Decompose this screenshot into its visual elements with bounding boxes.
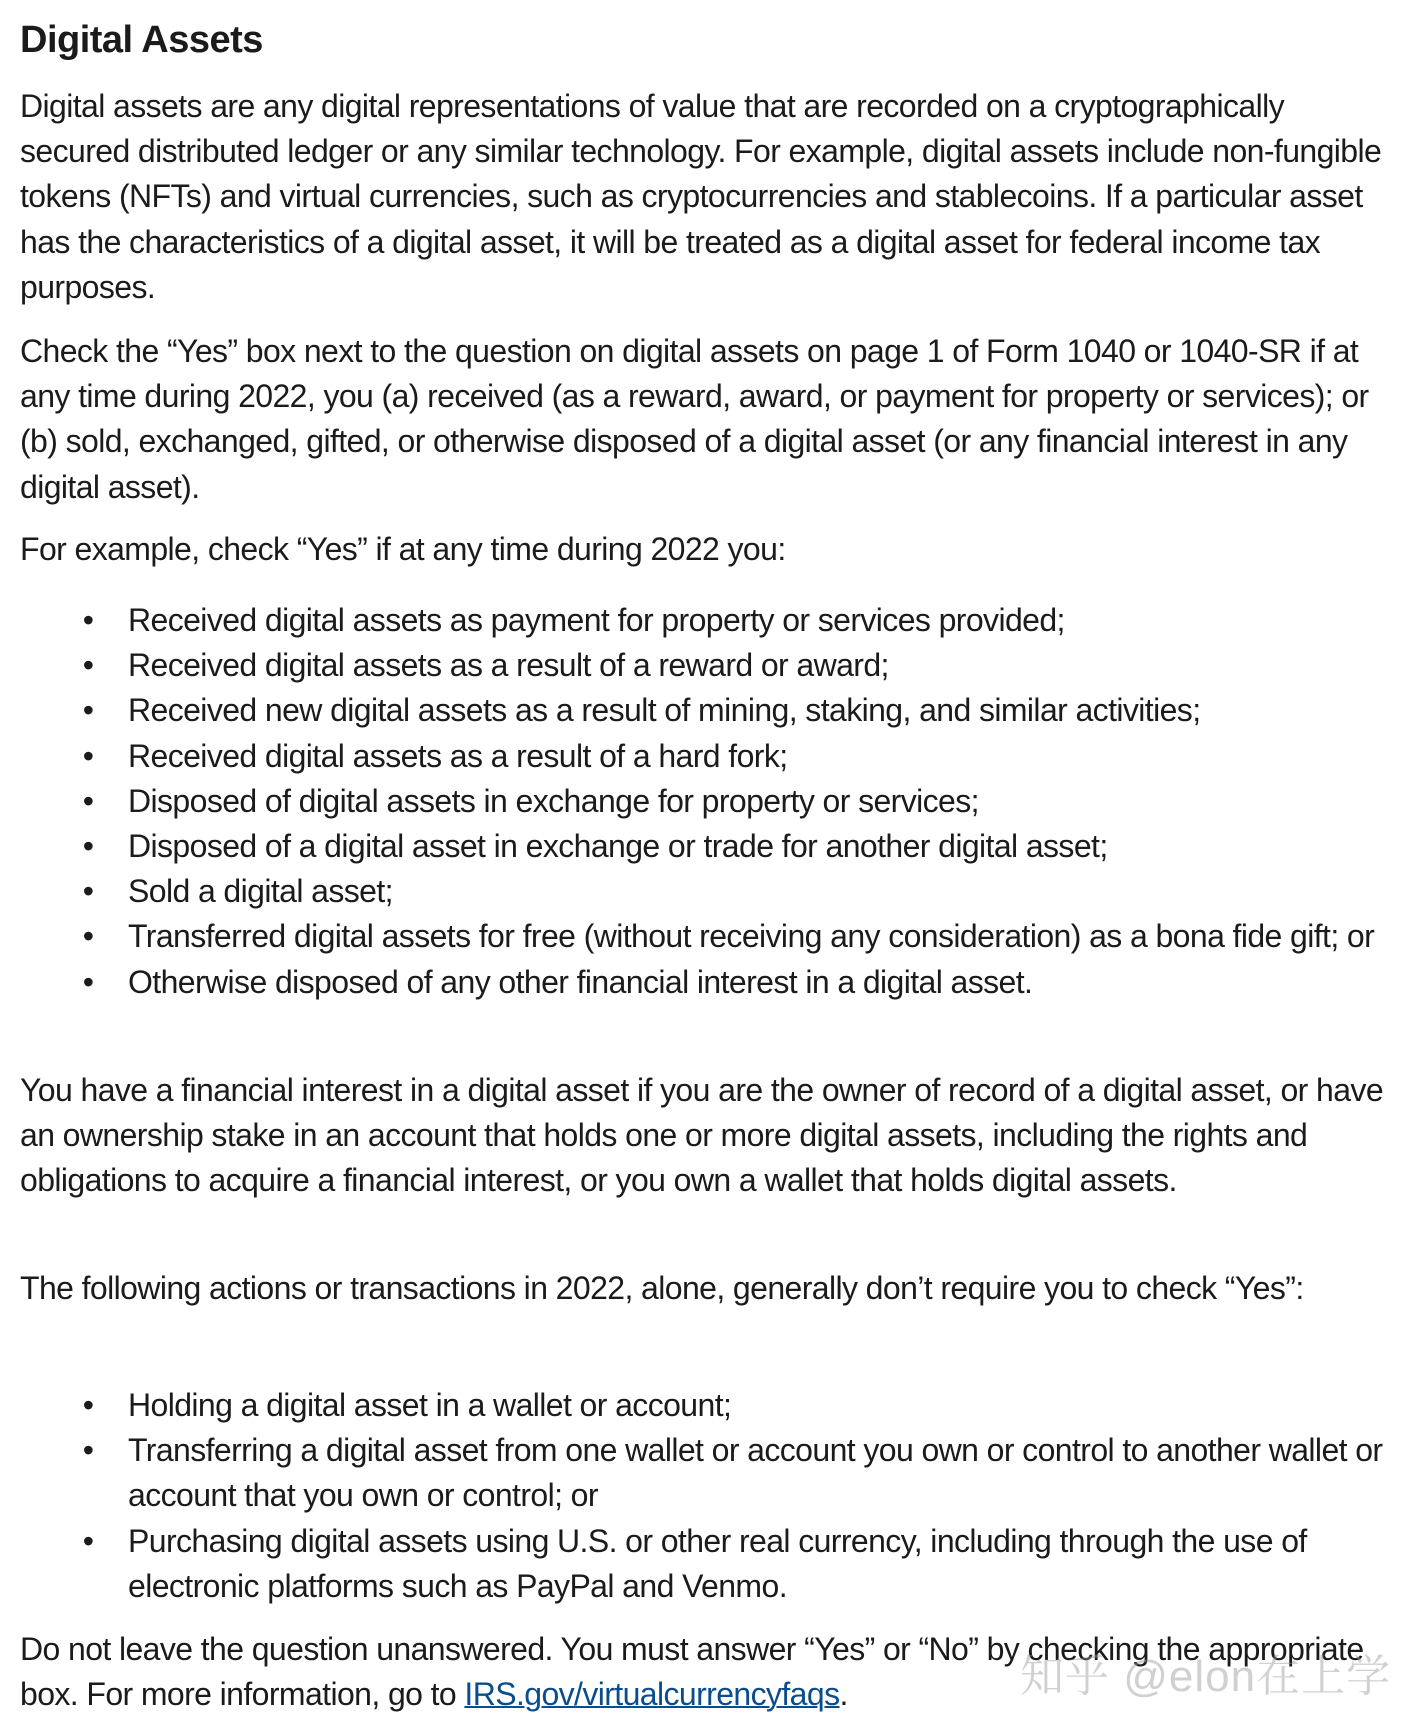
page-title: Digital Assets — [20, 19, 263, 61]
not-required-paragraph-block — [20, 1266, 1390, 1311]
list-item: • Received digital assets as a result of a hard fork; — [20, 734, 1390, 779]
yes-list — [20, 598, 1390, 1005]
definition-paragraph: Digital assets are any digital representations of value that are recorded on a cryptographically secured distributed ledger or any similar technology. For example, digital assets include non-fungible tokens (NFTs) and virtual currencies, such as cryptocurrencies and stablecoins. If a particular asset has the characteristics of a digital asset, it will be treated as a digital asset for federal income tax purposes. — [20, 88, 1382, 305]
bullet-icon: • — [82, 963, 94, 1000]
list-item: • Sold a digital asset; — [20, 869, 1390, 914]
irs-faq-link[interactable]: IRS.gov/virtualcurrencyfaqs — [464, 1676, 840, 1713]
list-item: • Holding a digital asset in a wallet or account; — [20, 1383, 1390, 1428]
no-list-block — [20, 1383, 1390, 1609]
list-item: • Received new digital assets as a result of mining, staking, and similar activities; — [20, 688, 1390, 733]
list-item: • Purchasing digital assets using U.S. or other real currency, including through the use of electronic platforms such as PayPal and Venmo. — [20, 1519, 1390, 1609]
bullet-icon: • — [82, 782, 94, 819]
bullet-icon: • — [82, 1522, 94, 1559]
bullet-icon: • — [82, 918, 94, 955]
bullet-icon: • — [82, 828, 94, 865]
no-list — [20, 1383, 1390, 1609]
financial-interest-paragraph: You have a financial interest in a digital asset if you are the owner of record of a digital asset, or have an ownership stake in an account that holds one or more digital assets, including the rights and obligations to acquire a financial interest, or you own a wallet that holds digital assets. — [20, 1072, 1384, 1199]
list-item: • Received digital assets as payment for property or services provided; — [20, 598, 1390, 643]
bullet-icon: • — [82, 602, 94, 638]
bullet-icon: • — [82, 1432, 94, 1469]
yes-list-block — [20, 598, 1390, 1005]
bullet-icon: • — [82, 647, 94, 684]
list-item: • Received digital assets as a result of a reward or award; — [20, 643, 1390, 688]
check-yes-paragraph: Check the “Yes” box next to the question on digital assets on page 1 of Form 1040 or 1040-SR if at any time during 2022, you (a) received (as a reward, award, or payment for property or services); or (b) sold, exchanged, gifted, or otherwise disposed of a digital asset (or any financial interest in any digital asset). — [20, 333, 1369, 505]
check-yes-paragraph-block — [20, 329, 1390, 510]
watermark: 知乎 @elon在上学 — [1020, 1652, 1392, 1701]
list-item: • Disposed of digital assets in exchange for property or services; — [20, 779, 1390, 824]
for-example-paragraph-block — [20, 527, 1390, 572]
list-item: • Transferred digital assets for free (without receiving any consideration) as a bona fide gift; or — [20, 914, 1390, 959]
definition-paragraph-block — [20, 84, 1390, 310]
bullet-icon: • — [82, 737, 94, 774]
list-item: • Disposed of a digital asset in exchange or trade for another digital asset; — [20, 824, 1390, 869]
list-item: • Transferring a digital asset from one wallet or account you own or control to another wallet or account that you own or control; or — [20, 1428, 1390, 1518]
bullet-icon: • — [82, 1387, 94, 1423]
final-paragraph-block — [20, 1627, 1390, 1717]
not-required-paragraph: The following actions or transactions in 2022, alone, generally don’t require you to check “Yes”: — [20, 1270, 1304, 1306]
list-item: • Otherwise disposed of any other financial interest in a digital asset. — [20, 960, 1390, 1005]
for-example-paragraph: For example, check “Yes” if at any time during 2022 you: — [20, 531, 786, 567]
bullet-icon: • — [82, 873, 94, 910]
final-paragraph: Do not leave the question unanswered. You must answer “Yes” or “No” by checking the appropriate box. For more information, go to IRS.gov/virtualcurrencyfaqs. — [20, 1631, 1364, 1713]
financial-interest-paragraph-block — [20, 1068, 1390, 1204]
bullet-icon: • — [82, 692, 94, 729]
